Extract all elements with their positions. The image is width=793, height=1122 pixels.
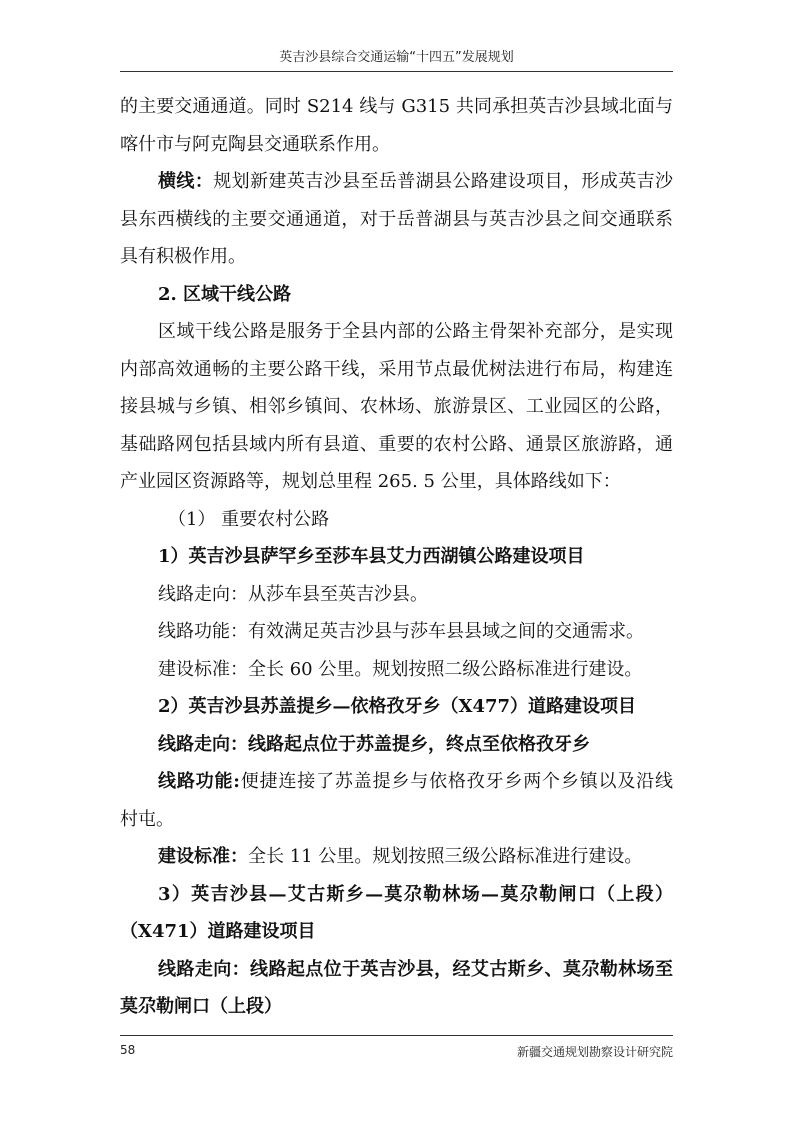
bold-label: 横线：	[158, 171, 214, 192]
paragraph-line: 接县城与乡镇、相邻乡镇间、农林场、旅游景区、工业园区的公路，	[120, 396, 673, 417]
header-rule	[120, 71, 673, 72]
paragraph-line	[120, 838, 673, 876]
paragraph-line: 线路走向：线路起点位于英吉沙县，经艾古斯乡、莫尕勒林场至	[158, 958, 673, 980]
paragraph-line: 产业园区资源路等，规划总里程 265. 5 公里，具体路线如下：	[120, 471, 621, 492]
paragraph-line: 内部高效通畅的主要公路干线，采用节点最优树法进行布局，构建连	[120, 358, 673, 380]
header-title: 英吉沙县综合交通运输“十四五”发展规划	[279, 50, 514, 65]
bold-label: 建设标准：	[158, 846, 248, 867]
subsection-heading: （1） 重要农村公路	[168, 508, 330, 530]
body-text	[120, 88, 673, 1026]
paragraph-line: 建设标准：全长 60 公里。规划按照二级公路标准进行建设。	[158, 658, 643, 680]
section-heading: 2. 区域干线公路	[158, 283, 292, 305]
paragraph-line	[120, 163, 673, 201]
paragraph-text: 全长 11 公里。规划按照三级公路标准进行建设。	[248, 846, 643, 867]
page-number: 58	[120, 1043, 136, 1057]
paragraph-line: 区域干线公路是服务于全县内部的公路主骨架补充部分，是实现	[158, 321, 673, 342]
project-heading: 2）英吉沙县苏盖提乡—依格孜牙乡（X477）道路建设项目	[158, 696, 637, 717]
project-heading: 3）英吉沙县—艾古斯乡—莫尕勒林场—莫尕勒闸口（上段）	[158, 883, 673, 905]
paragraph-line: 村屯。	[120, 808, 174, 830]
bold-label: 线路功能:	[158, 771, 240, 792]
paragraph-line: 喀什市与阿克陶县交通联系作用。	[120, 133, 390, 155]
paragraph-line: 县东西横线的主要交通通道，对于岳普湖县与英吉沙县之间交通联系	[120, 208, 673, 230]
paragraph-line	[120, 763, 673, 801]
paragraph-line: 线路走向：线路起点位于苏盖提乡，终点至依格孜牙乡	[158, 733, 590, 755]
project-heading: 1）英吉沙县萨罕乡至莎车县艾力西湖镇公路建设项目	[158, 546, 585, 567]
paragraph-line: 线路走向：从莎车县至英吉沙县。	[158, 583, 428, 605]
paragraph-line: 线路功能：有效满足英吉沙县与莎车县县域之间的交通需求。	[158, 621, 644, 642]
paragraph-text: 便捷连接了苏盖提乡与依格孜牙乡两个乡镇以及沿线	[239, 771, 673, 792]
paragraph-line: 具有积极作用。	[120, 246, 246, 267]
project-heading: （X471）道路建设项目	[120, 921, 316, 942]
paragraph-line: 的主要交通通道。同时 S214 线与 G315 共同承担英吉沙县域北面与	[120, 96, 673, 117]
footer-organization: 新疆交通规划勘察设计研究院	[516, 1045, 673, 1059]
paragraph-line: 莫尕勒闸口（上段）	[120, 996, 282, 1017]
paragraph-text: 规划新建英吉沙县至岳普湖县公路建设项目，形成英吉沙	[213, 171, 673, 192]
footer-rule	[120, 1035, 673, 1036]
paragraph-line: 基础路网包括县域内所有县道、重要的农村公路、通景区旅游路，通	[120, 433, 673, 455]
